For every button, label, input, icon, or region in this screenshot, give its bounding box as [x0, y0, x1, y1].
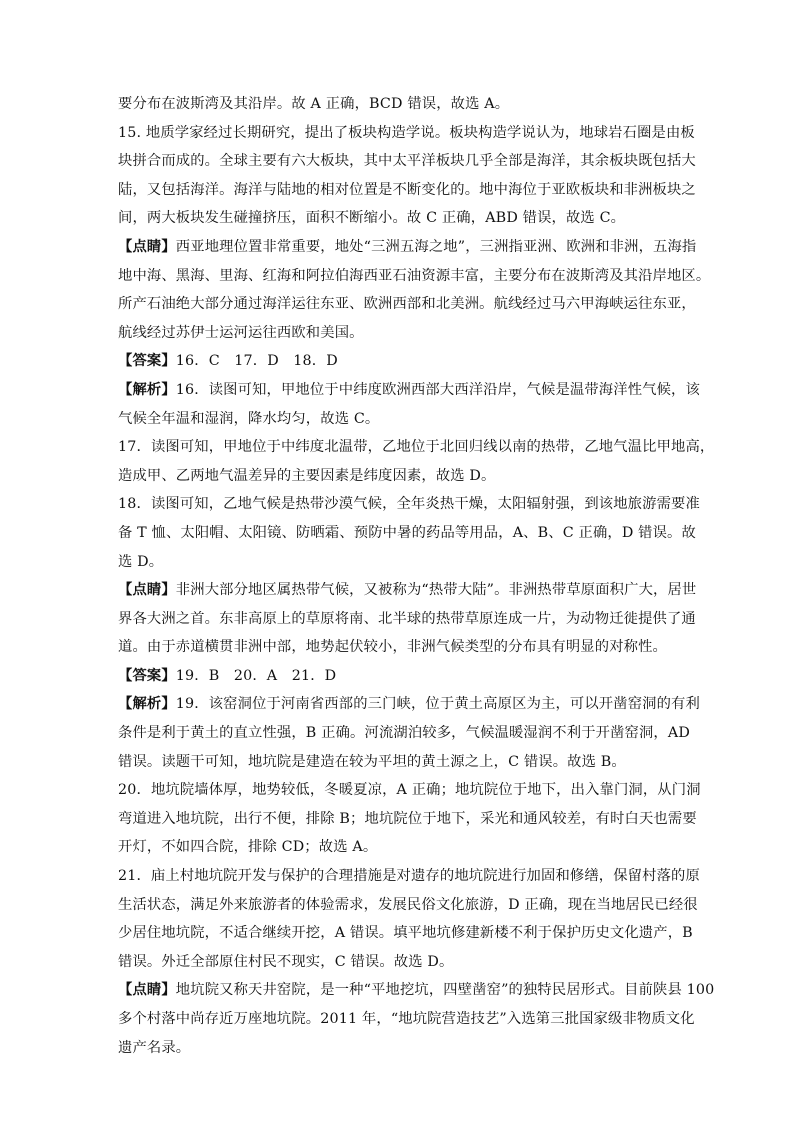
line-text: 多个村落中尚存近万座地坑院。2011 年，“地坑院营造技艺”入选第三批国家级非物质文化: [118, 1011, 695, 1027]
text-line: [118, 319, 680, 348]
section-tag: 【点睛】: [118, 582, 176, 599]
line-text: 地坑院又称天井窑院，是一种“平地挖坑，四壁凿窑”的独特民居形式。目前陕县 100: [175, 982, 715, 999]
line-text: 选 D。: [118, 553, 164, 570]
text-line: [118, 462, 680, 491]
text-line: [118, 576, 697, 605]
tagged-paragraph: [118, 690, 700, 776]
line-text: 要分布在波斯湾及其沿岸。故 A 正确，BCD 错误，故选 A。: [118, 96, 510, 112]
text-line: [118, 948, 680, 977]
line-text: 西亚地理位置非常重要，地处“三洲五海之地”，三洲指亚洲、欧洲和非洲，五海指: [175, 238, 697, 255]
tagged-paragraph: [118, 233, 711, 347]
line-text: 弯道进入地坑院，出行不便，排除 B；地坑院位于地下，采光和通风较差，有时白天也需要: [118, 810, 697, 827]
text-line: [118, 290, 696, 319]
text-paragraph: [118, 862, 700, 976]
text-line: [118, 919, 693, 948]
text-line: [118, 1034, 680, 1063]
line-text: 21．庙上村地坑院开发与保护的合理措施是对遗存的地坑院进行加固和修缮，保留村落的原: [118, 868, 700, 885]
tagged-paragraph: [118, 376, 700, 433]
section-tag: 【点睛】: [118, 982, 176, 999]
answer-explanation-body: [118, 90, 715, 1062]
text-line: [118, 1005, 695, 1034]
line-text: 20．地坑院墙体厚，地势较低，冬暖夏凉，A 正确；地坑院位于地下，出入靠门洞，从门洞: [118, 782, 701, 799]
line-text: 少居住地坑院，不适合继续开挖，A 错误。填平地坑修建新楼不利于保护历史文化遗产，B: [118, 925, 693, 942]
text-line: [118, 262, 711, 291]
line-text: 19．B 20．A 21．D: [175, 667, 337, 684]
text-line: [118, 690, 700, 719]
line-text: 18．读图可知，乙地气候是热带沙漠气候，全年炎热干燥，太阳辐射强，到该地旅游需要准: [118, 496, 700, 513]
line-text: 开灯，不如四合院，排除 CD；故选 A。: [118, 839, 378, 856]
line-text: 地中海、黑海、里海、红海和阿拉伯海西亚石油资源丰富，主要分布在波斯湾及其沿岸地区。: [118, 267, 711, 284]
text-paragraph: [118, 90, 680, 119]
text-line: [118, 233, 697, 262]
text-line: [118, 519, 696, 548]
text-line: [118, 833, 680, 862]
section-tag: 【解析】: [118, 696, 176, 713]
section-tag: 【答案】: [118, 667, 176, 684]
text-paragraph: [118, 433, 715, 490]
line-text: 生活状态，满足外来旅游者的体验需求，发展民俗文化旅游，D 正确，现在当地居民已经很: [118, 896, 698, 913]
section-tag: 【点睛】: [118, 238, 176, 255]
text-line: [118, 976, 715, 1005]
text-line: [118, 862, 700, 891]
text-line: [118, 176, 696, 205]
tagged-paragraph: [118, 576, 697, 662]
tagged-paragraph: [118, 662, 680, 691]
line-text: 错误。读题干可知，地坑院是建造在较为平坦的黄土源之上，C 错误。故选 B。: [118, 753, 626, 770]
text-paragraph: [118, 776, 701, 862]
text-line: [118, 805, 697, 834]
line-text: 遗产名录。: [118, 1039, 191, 1056]
text-line: [118, 90, 680, 119]
line-text: 航线经过苏伊士运河运往西欧和美国。: [118, 324, 364, 341]
section-tag: 【解析】: [118, 381, 176, 398]
text-line: [118, 147, 696, 176]
line-text: 块拼合而成的。全球主要有六大板块，其中太平洋板块几乎全部是海洋，其余板块既包括大: [118, 153, 696, 170]
line-text: 19．该窑洞位于河南省西部的三门峡，位于黄土高原区为主，可以开凿窑洞的有利: [175, 696, 700, 713]
text-paragraph: [118, 119, 696, 233]
line-text: 条件是利于黄土的直立性强，B 正确。河流湖泊较多，气候温暖湿润不利于开凿窑洞，AD: [118, 725, 690, 742]
line-text: 错误。外迁全部原住村民不现实，C 错误。故选 D。: [118, 953, 454, 970]
text-line: [118, 891, 698, 920]
line-text: 非洲大部分地区属热带气候，又被称为“热带大陆”。非洲热带草原面积广大，居世: [175, 582, 697, 599]
line-text: 造成甲、乙两地气温差异的主要因素是纬度因素，故选 D。: [118, 467, 496, 484]
text-line: [118, 605, 696, 634]
line-text: 备 T 恤、太阳帽、太阳镜、防晒霜、预防中暑的药品等用品，A、B、C 正确，D 错误。故: [118, 524, 696, 541]
text-line: [118, 748, 680, 777]
text-line: [118, 204, 680, 233]
section-tag: 【答案】: [118, 353, 176, 370]
text-paragraph: [118, 490, 700, 576]
line-text: 所产石油绝大部分通过海洋运往东亚、欧洲西部和北美洲。航线经过马六甲海峡运往东亚，: [118, 296, 696, 313]
line-text: 陆，又包括海洋。海洋与陆地的相对位置是不断变化的。地中海位于亚欧板块和非洲板块之: [118, 181, 696, 198]
text-line: [118, 490, 700, 519]
tagged-paragraph: [118, 976, 715, 1062]
line-text: 道。由于赤道横贯非洲中部，地势起伏较小，非洲气候类型的分布具有明显的对称性。: [118, 639, 667, 656]
tagged-paragraph: [118, 347, 680, 376]
text-line: [118, 548, 680, 577]
line-text: 间，两大板块发生碰撞挤压，面积不断缩小。故 C 正确，ABD 错误，故选 C。: [118, 210, 626, 227]
text-line: [118, 405, 680, 434]
line-text: 16．C 17．D 18．D: [175, 353, 338, 370]
text-line: [118, 662, 680, 691]
line-text: 界各大洲之首。东非高原上的草原将南、北半球的热带草原连成一片，为动物迁徙提供了通: [118, 610, 696, 627]
text-line: [118, 433, 715, 462]
line-text: 气候全年温和湿润，降水均匀，故选 C。: [118, 410, 380, 427]
text-line: [118, 633, 680, 662]
text-line: [118, 119, 695, 148]
line-text: 15. 地质学家经过长期研究，提出了板块构造学说。板块构造学说认为，地球岩石圈是由板: [118, 124, 695, 141]
line-text: 17．读图可知，甲地位于中纬度北温带，乙地位于北回归线以南的热带，乙地气温比甲地高，: [118, 439, 715, 456]
text-line: [118, 376, 700, 405]
line-text: 16．读图可知，甲地位于中纬度欧洲西部大西洋沿岸，气候是温带海洋性气候，该: [175, 381, 700, 398]
text-line: [118, 776, 701, 805]
text-line: [118, 719, 690, 748]
text-line: [118, 347, 680, 376]
